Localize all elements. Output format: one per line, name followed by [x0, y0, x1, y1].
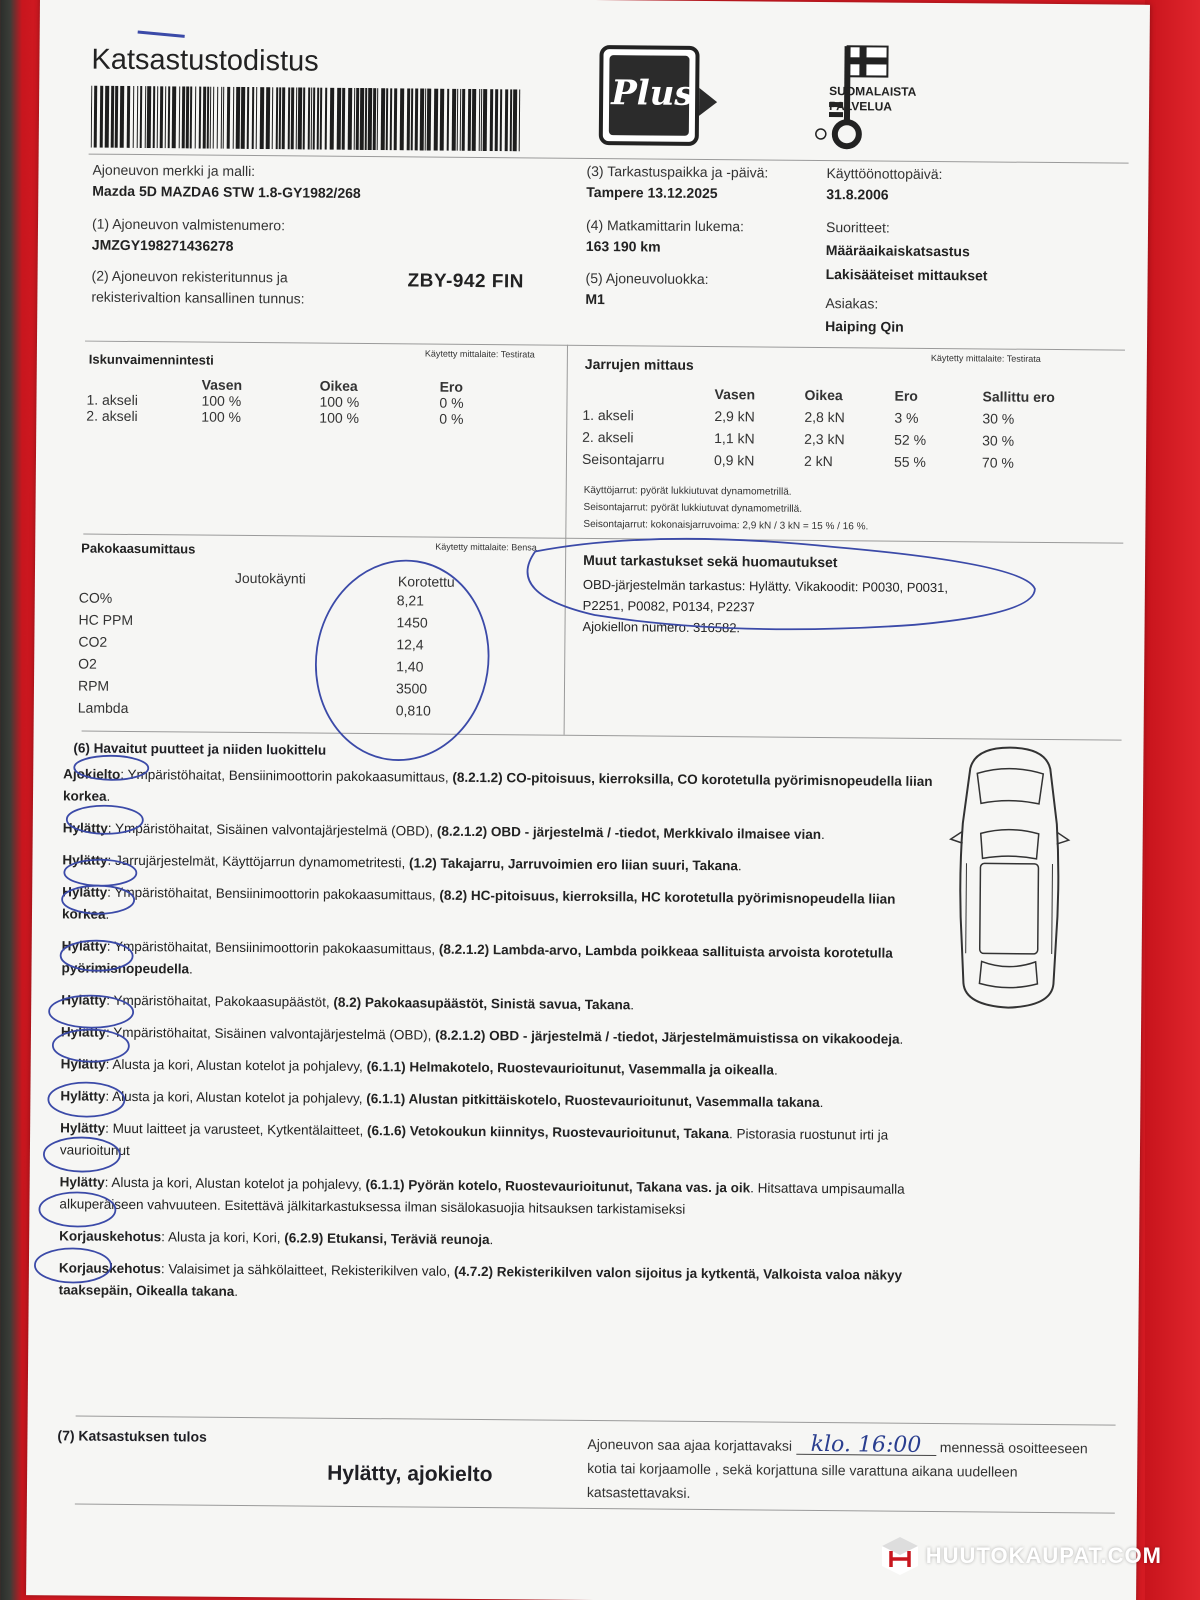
defect-detail: (1.2) Takajarru, Jarruvoimien ero liian suuri, Takana: [409, 855, 739, 874]
plus-logo: [599, 45, 700, 146]
defect-area: : Ympäristöhaitat, Sisäinen valvontajärjestelmä (OBD),: [107, 820, 437, 839]
defect-class: Hylätty: [62, 884, 108, 900]
defect-tail: .: [773, 1062, 778, 1078]
defect-area: : Alusta ja kori, Alustan kotelot ja pohjalevy,: [105, 1056, 367, 1075]
defect-item: [63, 763, 943, 815]
red-background: [1145, 0, 1200, 1600]
place-label: (3) Tarkastuspaikka ja -päivä:: [586, 162, 769, 181]
odometer-label: (4) Matkamittarin lukema:: [585, 216, 745, 235]
defect-class: Hylätty: [59, 1174, 105, 1190]
defect-area: : Alusta ja kori, Alustan kotelot ja pohjalevy,: [104, 1174, 366, 1193]
col-idle: Joutokäynti: [234, 569, 306, 587]
defects-title: (6) Havaitut puutteet ja niiden luokittelu: [73, 740, 327, 758]
defect-detail: (6.1.6) Vetokoukun kiinnitys, Ruostevaurioitunut, Takana: [366, 1123, 730, 1142]
defect-detail: (8.2.1.2) CO-pitoisuus, kierroksilla, CO korotetulla pyörimisnopeudella liian korkea: [62, 769, 933, 804]
make-label: Ajoneuvon merkki ja malli:: [92, 161, 256, 180]
customer-value: Haiping Qin: [825, 318, 904, 335]
table-row: CO2 12,4: [78, 633, 424, 653]
defect-class: Korjauskehotus: [58, 1260, 162, 1277]
defect-area: : Muut laitteet ja varusteet, Kytkentälaitteet,: [105, 1120, 368, 1139]
obd-result-line: OBD-järjestelmän tarkastus: Hylätty. Vikakoodit: P0030, P0031,: [582, 576, 949, 596]
result-note-end: mennessä osoitteeseen kotia tai korjaamolle , sekä korjattuna sille varattuna aikana uudelleen katsastettavaksi.: [586, 1439, 1088, 1501]
brake-test-table: [582, 382, 1083, 474]
defects-list: [59, 763, 944, 1319]
watermark-text: HUUTOKAUPAT.COM: [925, 1543, 1162, 1568]
table-row: 1. akseli 100 % 100 % 0 %: [86, 391, 464, 411]
brake-test-title: Jarrujen mittaus: [584, 355, 694, 373]
defect-area: : Ympäristöhaitat, Bensiinimoottorin pakokaasumittaus,: [120, 766, 453, 785]
table-header-row: Vasen Oikea Ero Sallittu ero: [714, 386, 1055, 406]
defect-class: Hylätty: [60, 1120, 106, 1136]
table-row: CO% 8,21: [78, 589, 425, 609]
brake-note-3: Seisontajarrut: kokonaisjarruvoima: 2,9 kN / 3 kN = 15 % / 16 %.: [583, 518, 869, 533]
vin-value: JMZGY198271436278: [91, 236, 234, 254]
registration-number: ZBY-942 FIN: [407, 270, 525, 293]
make-value: Mazda 5D MAZDA6 STW 1.8-GY1982/268: [92, 182, 361, 201]
defect-tail: .: [188, 961, 193, 977]
customer-label: Asiakas:: [825, 295, 879, 312]
defect-tail: .: [820, 827, 825, 843]
defect-class: Ajokielto: [63, 766, 121, 782]
defect-detail: (8.2.1.2) Lambda-arvo, Lambda poikkeaa sallituista arvoista korotetulla pyörimisnopeudella: [61, 941, 893, 977]
result-note-start: Ajoneuvon saa ajaa korjattavaksi: [587, 1435, 793, 1454]
emission-test-device: Käytetty mittalaite: Bensa: [435, 541, 537, 553]
defect-item: [59, 1225, 939, 1255]
defect-area: : Ympäristöhaitat, Bensiinimoottorin pakokaasumittaus,: [107, 884, 440, 903]
table-row: Lambda 0,810: [77, 699, 431, 719]
driving-ban-number: Ajokiellon numero: 316582.: [582, 618, 741, 636]
barcode: [91, 86, 522, 152]
table-row: HC PPM 1450: [78, 611, 428, 631]
defect-item: [59, 1171, 939, 1223]
odometer-value: 163 190 km: [585, 237, 661, 255]
defect-tail: . Hitsattava umpisaumalla alkuperäiseen vahvuuteen. Esitettävä jälkitarkastuksessa ilman sisälokasuojia hitsauksen tarkistamiseksi: [59, 1180, 905, 1217]
defect-detail: (6.1.1) Alustan pitkittäiskotelo, Ruostevaurioitunut, Vasemmalla takana: [366, 1091, 820, 1111]
defect-item: [62, 849, 942, 879]
defect-item: [62, 881, 942, 933]
table-row: 2. akseli 100 % 100 % 0 %: [86, 407, 464, 427]
col-left: Vasen: [201, 376, 243, 393]
shock-test-title: Iskunvaimennintesti: [88, 351, 214, 368]
vehicle-class-label: (5) Ajoneuvoluokka:: [585, 269, 709, 288]
defect-detail: (6.2.9) Etukansi, Teräviä reunoja: [284, 1230, 490, 1248]
defect-class: Hylätty: [62, 852, 108, 868]
brake-test-device: Käytetty mittalaite: Testirata: [930, 352, 1041, 364]
defect-area: : Jarrujärjestelmät, Käyttöjarrun dynamometritesti,: [107, 852, 410, 871]
defect-area: : Ympäristöhaitat, Bensiinimoottorin pakokaasumittaus,: [106, 938, 439, 957]
reg-label-line1: (2) Ajoneuvon rekisteritunnus ja: [91, 267, 288, 286]
defect-class: Hylätty: [62, 820, 108, 836]
table-row: RPM 3500: [77, 677, 428, 697]
defect-detail: (8.2) Pakokaasupäästöt, Sinistä savua, Takana: [333, 994, 631, 1013]
defect-class: Hylätty: [60, 1088, 106, 1104]
defect-class: Korjauskehotus: [59, 1228, 162, 1245]
defect-tail: .: [737, 858, 742, 874]
defect-item: [59, 1257, 939, 1309]
table-row: 1. akseli 2,9 kN 2,8 kN 3 % 30 %: [582, 406, 1015, 427]
emission-table: [78, 590, 479, 725]
defect-detail: (8.2) HC-pitoisuus, kierroksilla, HC korotetulla pyörimisnopeudella liian korkea: [61, 887, 896, 922]
reg-label-line2: rekisterivaltion kansallinen tunnus:: [91, 288, 305, 307]
other-checks-title: Muut tarkastukset sekä huomautukset: [583, 551, 838, 571]
defect-item: [60, 1085, 940, 1115]
result-value: Hylätty, ajokielto: [327, 1461, 493, 1487]
car-diagram-icon: [943, 743, 1075, 1014]
defect-detail: (8.2.1.2) OBD - järjestelmä / -tiedot, Järjestelmämuistissa on vikakoodeja: [435, 1027, 900, 1047]
service-statutory: Lakisääteiset mittaukset: [825, 266, 988, 284]
vin-label: (1) Ajoneuvon valmistenumero:: [91, 215, 286, 234]
table-row: 2. akseli 1,1 kN 2,3 kN 52 % 30 %: [582, 428, 1015, 449]
watermark: [878, 1534, 1162, 1578]
defect-area: : Alusta ja kori, Alustan kotelot ja pohjalevy,: [105, 1088, 367, 1107]
defect-class: Hylätty: [61, 938, 107, 954]
handwritten-deadline: klo. 16:00: [796, 1436, 936, 1456]
defect-tail: . Pistorasia ruostunut irti ja vaurioitunut: [59, 1126, 889, 1158]
cube-logo-icon: [878, 1534, 922, 1578]
place-value: Tampere 13.12.2025: [586, 183, 718, 202]
col-right: Oikea: [319, 377, 358, 394]
shock-test-device: Käytetty mittalaite: Testirata: [424, 348, 535, 360]
inspection-certificate: [26, 0, 1150, 1600]
defect-tail: .: [630, 997, 635, 1013]
services-label: Suoritteet:: [825, 219, 890, 236]
defect-class: Hylätty: [61, 992, 107, 1008]
defect-tail: .: [489, 1232, 494, 1248]
defect-class: Hylätty: [60, 1024, 107, 1040]
col-raised: Korotettu: [397, 573, 455, 590]
defect-detail: (4.7.2) Rekisterikilven valon sijoitus ja kytkentä, Valkoista valoa näkyy taaksepäin, Oikealla takana: [58, 1263, 903, 1299]
defect-class: Hylätty: [60, 1056, 106, 1072]
emission-test-title: Pakokaasumittaus: [81, 540, 196, 557]
defect-detail: (8.2.1.2) OBD - järjestelmä / -tiedot, Merkkivalo ilmaisee vian: [436, 823, 822, 843]
defect-area: : Valaisimet ja sähkölaitteet, Rekisterikilven valo,: [160, 1261, 455, 1279]
brake-note-1: Käyttöjarrut: pyörät lukkiutuvat dynamometrillä.: [583, 484, 792, 498]
defect-item: [63, 817, 943, 847]
result-note: [587, 1432, 1108, 1509]
table-row: Seisontajarru 0,9 kN 2 kN 55 % 70 %: [581, 450, 1014, 471]
defect-area: : Ympäristöhaitat, Pakokaasupäästöt,: [106, 992, 334, 1010]
intro-date-label: Käyttöönottopäivä:: [826, 165, 943, 183]
defect-tail: .: [819, 1095, 824, 1111]
defect-item: [61, 1021, 941, 1051]
fault-codes-line: P2251, P0082, P0134, P2237: [582, 597, 755, 615]
table-row: O2 1,40: [78, 655, 424, 675]
other-checks-text: [582, 574, 1103, 642]
defect-tail: .: [106, 788, 111, 804]
vehicle-class-value: M1: [585, 290, 605, 308]
defect-tail: .: [899, 1031, 904, 1047]
document-title: Katsastustodistus: [91, 43, 319, 78]
defect-area: : Ympäristöhaitat, Sisäinen valvontajärjestelmä (OBD),: [105, 1024, 436, 1043]
col-diff: Ero: [439, 378, 464, 395]
defect-area: : Alusta ja kori, Kori,: [161, 1229, 285, 1246]
suomalaista-palvelua-label: SUOMALAISTA PALVELUA: [829, 84, 916, 114]
defect-item: [61, 989, 941, 1019]
defect-tail: .: [234, 1283, 239, 1299]
result-label: (7) Katsastuksen tulos: [57, 1427, 207, 1445]
service-periodic: Määräaikaiskatsastus: [825, 242, 970, 260]
defect-detail: (6.1.1) Helmakotelo, Ruostevaurioitunut, Vasemmalla ja oikealla: [366, 1059, 775, 1078]
defect-item: [61, 935, 941, 987]
defect-tail: .: [105, 906, 110, 922]
plus-logo-text: Plus: [611, 73, 694, 114]
intro-date-value: 31.8.2006: [826, 186, 889, 203]
defect-item: [60, 1117, 940, 1169]
defect-item: [61, 1053, 941, 1083]
shock-test-table: [86, 376, 486, 427]
brake-note-2: Seisontajarrut: pyörät lukkiutuvat dynamometrillä.: [583, 501, 803, 515]
defect-detail: (6.1.1) Pyörän kotelo, Ruostevaurioitunut, Takana vas. ja oik: [365, 1177, 751, 1196]
